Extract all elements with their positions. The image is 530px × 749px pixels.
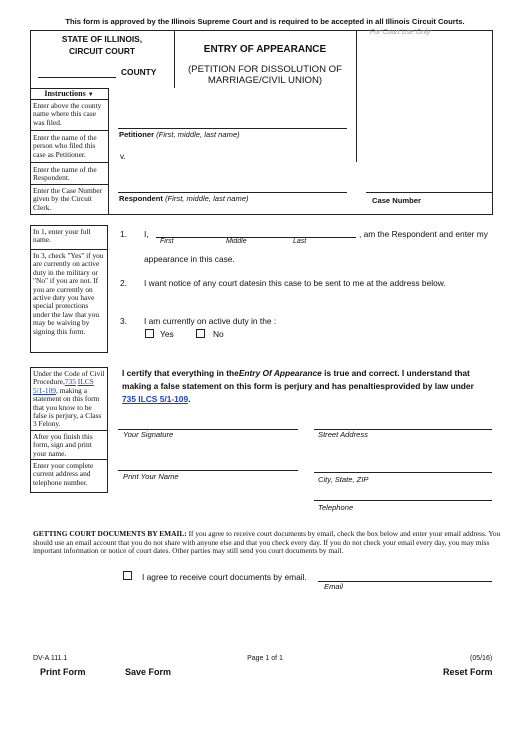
item-3-number: 3. — [120, 316, 127, 326]
full-name-field[interactable] — [156, 237, 356, 238]
item-1-appearance-text: appearance in this case. — [144, 254, 235, 264]
petitioner-label: Petitioner (First, middle, last name) — [119, 130, 240, 139]
print-name-field[interactable] — [118, 470, 298, 471]
county-field[interactable] — [38, 77, 116, 78]
middle-name-hint: Middle — [226, 238, 247, 245]
email-label: Email — [324, 582, 343, 591]
item-1-respondent-text: , am the Respondent and enter my — [359, 229, 488, 239]
telephone-label: Telephone — [318, 503, 354, 512]
caret-down-icon: ▼ — [87, 92, 94, 98]
item-3-duty-text: I am currently on active duty in the : — [144, 316, 277, 326]
item-1-i: I, — [144, 229, 149, 239]
certification-line1: I certify that everything in theEntry Of Appearance is true and correct. I understand that — [122, 368, 470, 378]
city-state-zip-label: City, State, ZIP — [318, 475, 369, 484]
state-label: STATE OF ILLINOIS, — [61, 34, 143, 44]
instructions-header — [30, 89, 108, 98]
item-1-number: 1. — [120, 229, 127, 239]
street-address-label: Street Address — [318, 430, 368, 439]
signature-label: Your Signature — [123, 430, 174, 439]
print-form-button[interactable]: Print Form — [40, 667, 86, 677]
email-instructions — [33, 530, 501, 556]
approval-banner: This form is approved by the Illinois Supreme Court and is required to be accepted in all Illinois Circuit Courts. — [65, 17, 465, 26]
circuit-court-label: CIRCUIT COURT — [68, 46, 136, 56]
petitioner-field[interactable] — [118, 128, 347, 129]
certification-line2: making a false statement on this form is perjury and has penaltiesprovided by law under — [122, 381, 474, 391]
county-label: COUNTY — [121, 67, 157, 77]
print-name-label: Print Your Name — [123, 472, 179, 481]
active-duty-no-checkbox[interactable] — [196, 329, 205, 338]
email-consent-label: I agree to receive court documents by email. — [142, 572, 307, 582]
respondent-label: Respondent (First, middle, last name) — [119, 194, 249, 203]
form-title: ENTRY OF APPEARANCE — [203, 44, 327, 55]
instruction-case-number: Enter the Case Number given by the Circuit Clerk. — [33, 186, 103, 212]
side-note-perjury: Under the Code of Civil Procedure,735 ILCS 5/1-109, making a statement on this form that you know to be false is perjury, a Class 3 Felony. — [33, 369, 105, 429]
instruction-county: Enter above the county name where this case was filed. — [33, 101, 102, 127]
instruction-petitioner: Enter the name of the person who filed this case as Petitioner. — [33, 133, 97, 159]
form-id: DV-A 111.1 — [33, 655, 68, 662]
side-note-finish: After you finish this form, sign and print your name. — [33, 432, 93, 458]
case-number-field[interactable] — [366, 192, 492, 193]
case-number-label: Case Number — [372, 196, 421, 205]
item-2-notice-text: I want notice of any court datesin this case to be sent to me at the address below. — [144, 278, 446, 288]
side-note-contact: Enter your complete current address and telephone number. — [33, 461, 94, 487]
active-duty-yes-label: Yes — [160, 329, 174, 339]
active-duty-no-label: No — [213, 329, 224, 339]
statute-link-side-2[interactable]: ILCS 5/1-109 — [33, 377, 94, 395]
instructions-header-label: Instructions — [44, 89, 86, 98]
city-state-zip-field[interactable] — [314, 472, 492, 473]
active-duty-yes-checkbox[interactable] — [145, 329, 154, 338]
last-name-hint: Last — [293, 238, 307, 245]
form-subtitle-line1: (PETITION FOR DISSOLUTION OF — [187, 64, 343, 75]
court-use-only-label: For Court Use Only — [370, 29, 431, 36]
side-note-item1: In 1, enter your full name. — [33, 227, 91, 245]
email-consent-checkbox[interactable] — [123, 571, 132, 580]
instruction-respondent: Enter the name of the Respondent. — [33, 165, 97, 183]
versus-label: v. — [120, 152, 126, 161]
form-revision: (05/16) — [470, 655, 493, 662]
side-note-item3: In 3, check "Yes" if you are currently on active duty in the military or "No" if you are not. If you are currently on active duty you have special protections under the law that you may be waiving by signing this form. — [33, 251, 104, 336]
form-subtitle-line2: MARRIAGE/CIVIL UNION) — [207, 75, 323, 86]
first-name-hint: First — [160, 238, 174, 245]
item-2-number: 2. — [120, 278, 127, 288]
email-body: If you agree to receive court documents by email, check the box below and enter your email address. You should use an email account that you do not share with anyone else and that you check every day. If you do not check your email every day, you may miss important information or notice of court dates. Other parties may still send you court documents by mail. — [33, 529, 501, 556]
respondent-field[interactable] — [118, 192, 347, 193]
email-field[interactable] — [318, 581, 492, 582]
save-form-button[interactable]: Save Form — [125, 667, 172, 677]
page-number: Page 1 of 1 — [247, 655, 283, 662]
email-heading: GETTING COURT DOCUMENTS BY EMAIL: — [33, 529, 187, 538]
statute-link-side-1[interactable]: 735 — [64, 377, 76, 387]
telephone-field[interactable] — [314, 500, 492, 501]
certification-line3: 735 ILCS 5/1-109. — [122, 394, 191, 404]
reset-form-button[interactable]: Reset Form — [443, 667, 493, 677]
statute-link-certification[interactable]: 735 ILCS 5/1-109 — [122, 394, 189, 404]
